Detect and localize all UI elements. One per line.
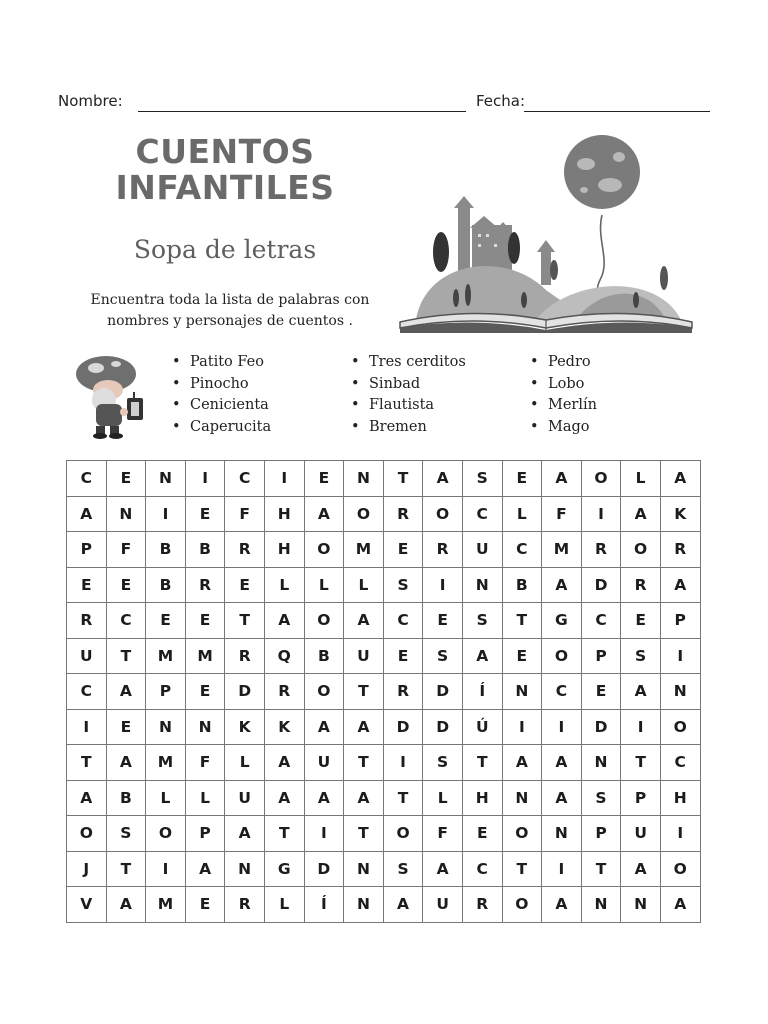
grid-cell[interactable]: M	[185, 638, 225, 674]
grid-cell[interactable]: L	[304, 567, 344, 603]
grid-cell[interactable]: P	[660, 603, 700, 639]
grid-cell[interactable]: N	[581, 887, 621, 923]
grid-cell[interactable]: I	[423, 567, 463, 603]
grid-cell[interactable]: R	[581, 532, 621, 568]
grid-cell[interactable]: L	[225, 745, 265, 781]
grid-cell[interactable]: N	[502, 780, 542, 816]
grid-cell[interactable]: U	[344, 638, 384, 674]
grid-cell[interactable]: G	[542, 603, 582, 639]
grid-cell[interactable]: E	[383, 532, 423, 568]
grid-cell[interactable]: D	[581, 567, 621, 603]
grid-cell[interactable]: T	[106, 638, 146, 674]
grid-cell[interactable]: M	[542, 532, 582, 568]
word-list-column-3	[530, 352, 597, 438]
grid-cell[interactable]: E	[581, 674, 621, 710]
grid-cell[interactable]: I	[67, 709, 107, 745]
grid-cell[interactable]: L	[185, 780, 225, 816]
grid-row	[67, 709, 701, 745]
grid-row	[67, 638, 701, 674]
grid-cell[interactable]: A	[304, 709, 344, 745]
grid-cell[interactable]: R	[225, 532, 265, 568]
grid-cell[interactable]: A	[462, 638, 502, 674]
grid-cell[interactable]: Ú	[462, 709, 502, 745]
grid-cell[interactable]: A	[106, 887, 146, 923]
page-title-line-2: INFANTILES	[115, 168, 335, 207]
grid-cell[interactable]: E	[106, 461, 146, 497]
grid-cell[interactable]: A	[542, 745, 582, 781]
grid-cell[interactable]: P	[146, 674, 186, 710]
grid-cell[interactable]: B	[502, 567, 542, 603]
grid-cell[interactable]: S	[581, 780, 621, 816]
grid-cell[interactable]: F	[106, 532, 146, 568]
grid-cell[interactable]: E	[225, 567, 265, 603]
grid-cell[interactable]: O	[660, 851, 700, 887]
grid-cell[interactable]: A	[542, 567, 582, 603]
grid-cell[interactable]: S	[423, 745, 463, 781]
grid-cell[interactable]: T	[264, 816, 304, 852]
grid-cell[interactable]: U	[225, 780, 265, 816]
grid-cell[interactable]: H	[264, 532, 304, 568]
grid-cell[interactable]: Q	[264, 638, 304, 674]
word-list-item: • Pedro	[530, 352, 597, 374]
grid-cell[interactable]: H	[462, 780, 502, 816]
grid-cell[interactable]: I	[185, 461, 225, 497]
name-label: Nombre:	[58, 92, 123, 110]
grid-cell[interactable]: I	[542, 709, 582, 745]
grid-cell[interactable]: M	[344, 532, 384, 568]
grid-cell[interactable]: U	[304, 745, 344, 781]
date-field[interactable]	[524, 111, 710, 112]
grid-cell[interactable]: L	[621, 461, 661, 497]
page-title-line-1: CUENTOS	[135, 132, 315, 171]
grid-cell[interactable]: N	[344, 461, 384, 497]
grid-cell[interactable]: C	[660, 745, 700, 781]
grid-cell[interactable]: D	[423, 674, 463, 710]
grid-cell[interactable]: I	[264, 461, 304, 497]
grid-cell[interactable]: A	[344, 709, 384, 745]
grid-cell[interactable]: D	[383, 709, 423, 745]
grid-cell[interactable]: K	[225, 709, 265, 745]
grid-cell[interactable]: A	[67, 496, 107, 532]
grid-cell[interactable]: S	[462, 461, 502, 497]
grid-cell[interactable]: A	[185, 851, 225, 887]
header-row	[58, 92, 718, 116]
grid-cell[interactable]: U	[67, 638, 107, 674]
grid-cell[interactable]: I	[502, 709, 542, 745]
grid-cell[interactable]: S	[423, 638, 463, 674]
grid-cell[interactable]: A	[542, 887, 582, 923]
word-list-item: • Caperucita	[172, 417, 271, 439]
grid-cell[interactable]: E	[185, 674, 225, 710]
grid-cell[interactable]: A	[542, 461, 582, 497]
grid-cell[interactable]: L	[344, 567, 384, 603]
grid-cell[interactable]: N	[462, 567, 502, 603]
word-search-grid	[66, 460, 701, 923]
word-list-item: • Tres cerditos	[351, 352, 466, 374]
grid-cell[interactable]: I	[304, 816, 344, 852]
grid-cell[interactable]: M	[146, 745, 186, 781]
grid-cell[interactable]: N	[502, 674, 542, 710]
grid-cell[interactable]: N	[660, 674, 700, 710]
grid-cell[interactable]: K	[264, 709, 304, 745]
grid-cell[interactable]: B	[146, 532, 186, 568]
word-list-item: • Lobo	[530, 374, 597, 396]
grid-cell[interactable]: F	[423, 816, 463, 852]
grid-cell[interactable]: O	[383, 816, 423, 852]
grid-cell[interactable]: E	[502, 461, 542, 497]
grid-cell[interactable]: B	[304, 638, 344, 674]
grid-cell[interactable]: A	[660, 887, 700, 923]
grid-cell[interactable]: N	[621, 887, 661, 923]
grid-cell[interactable]: M	[146, 638, 186, 674]
storybook-illustration	[396, 130, 696, 335]
grid-cell[interactable]: I	[621, 709, 661, 745]
word-list-item: • Bremen	[351, 417, 466, 439]
grid-cell[interactable]: P	[581, 816, 621, 852]
grid-cell[interactable]: I	[581, 496, 621, 532]
word-list-item: • Pinocho	[172, 374, 271, 396]
grid-cell[interactable]: S	[106, 816, 146, 852]
word-list-item: • Merlín	[530, 395, 597, 417]
grid-cell[interactable]: A	[106, 745, 146, 781]
grid-cell[interactable]: F	[185, 745, 225, 781]
grid-cell[interactable]: M	[146, 887, 186, 923]
grid-cell[interactable]: P	[67, 532, 107, 568]
grid-cell[interactable]: A	[67, 780, 107, 816]
grid-row	[67, 674, 701, 710]
grid-cell[interactable]: A	[304, 780, 344, 816]
grid-cell[interactable]: A	[264, 745, 304, 781]
grid-row	[67, 496, 701, 532]
grid-cell[interactable]: R	[67, 603, 107, 639]
grid-cell[interactable]: O	[344, 496, 384, 532]
grid-cell[interactable]: E	[621, 603, 661, 639]
grid-cell[interactable]: T	[462, 745, 502, 781]
grid-row	[67, 887, 701, 923]
grid-cell[interactable]: N	[185, 709, 225, 745]
grid-cell[interactable]: I	[146, 496, 186, 532]
grid-cell[interactable]: P	[621, 780, 661, 816]
grid-cell[interactable]: L	[502, 496, 542, 532]
grid-cell[interactable]: T	[344, 745, 384, 781]
grid-cell[interactable]: L	[146, 780, 186, 816]
grid-cell[interactable]: O	[660, 709, 700, 745]
grid-cell[interactable]: S	[383, 851, 423, 887]
grid-cell[interactable]: F	[225, 496, 265, 532]
grid-cell[interactable]: I	[146, 851, 186, 887]
grid-cell[interactable]: O	[67, 816, 107, 852]
word-list-item: • Sinbad	[351, 374, 466, 396]
grid-cell[interactable]: N	[146, 461, 186, 497]
grid-cell[interactable]: T	[581, 851, 621, 887]
grid-cell[interactable]: D	[423, 709, 463, 745]
grid-cell[interactable]: O	[304, 674, 344, 710]
grid-cell[interactable]: K	[660, 496, 700, 532]
grid-cell[interactable]: T	[502, 851, 542, 887]
grid-cell[interactable]: O	[146, 816, 186, 852]
grid-cell[interactable]: R	[383, 496, 423, 532]
grid-cell[interactable]: R	[225, 638, 265, 674]
grid-cell[interactable]: E	[502, 638, 542, 674]
grid-cell[interactable]: A	[225, 816, 265, 852]
grid-cell[interactable]: E	[106, 567, 146, 603]
grid-cell[interactable]: S	[462, 603, 502, 639]
grid-cell[interactable]: Í	[304, 887, 344, 923]
grid-cell[interactable]: B	[185, 532, 225, 568]
grid-cell[interactable]: P	[581, 638, 621, 674]
grid-cell[interactable]: E	[106, 709, 146, 745]
grid-cell[interactable]: T	[225, 603, 265, 639]
grid-cell[interactable]: A	[264, 780, 304, 816]
grid-cell[interactable]: R	[462, 887, 502, 923]
instructions	[80, 290, 380, 332]
grid-cell[interactable]: T	[106, 851, 146, 887]
grid-cell[interactable]: N	[344, 887, 384, 923]
grid-cell[interactable]: E	[185, 603, 225, 639]
grid-cell[interactable]: T	[502, 603, 542, 639]
grid-cell[interactable]: L	[423, 780, 463, 816]
grid-cell[interactable]: O	[502, 887, 542, 923]
grid-cell[interactable]: O	[542, 638, 582, 674]
grid-cell[interactable]: I	[660, 638, 700, 674]
grid-cell[interactable]: T	[621, 745, 661, 781]
grid-cell[interactable]: R	[185, 567, 225, 603]
grid-cell[interactable]: C	[502, 532, 542, 568]
grid-cell[interactable]: A	[423, 461, 463, 497]
grid-cell[interactable]: R	[660, 532, 700, 568]
grid-cell[interactable]: O	[621, 532, 661, 568]
grid-cell[interactable]: A	[344, 603, 384, 639]
grid-cell[interactable]: T	[383, 461, 423, 497]
grid-cell[interactable]: G	[264, 851, 304, 887]
grid-cell[interactable]: D	[304, 851, 344, 887]
grid-row	[67, 816, 701, 852]
grid-cell[interactable]: E	[462, 816, 502, 852]
grid-cell[interactable]: C	[462, 496, 502, 532]
grid-cell[interactable]: A	[423, 851, 463, 887]
grid-cell[interactable]: V	[67, 887, 107, 923]
grid-cell[interactable]: I	[383, 745, 423, 781]
grid-cell[interactable]: A	[106, 674, 146, 710]
page-subtitle: Sopa de letras	[133, 235, 317, 264]
instructions-line-2: nombres y personajes de cuentos .	[107, 313, 353, 329]
grid-cell[interactable]: C	[67, 461, 107, 497]
grid-cell[interactable]: P	[185, 816, 225, 852]
grid-cell[interactable]: C	[383, 603, 423, 639]
word-list-item: • Cenicienta	[172, 395, 271, 417]
grid-row	[67, 532, 701, 568]
grid-cell[interactable]: E	[423, 603, 463, 639]
grid-cell[interactable]: A	[344, 780, 384, 816]
grid-cell[interactable]: A	[621, 496, 661, 532]
name-field[interactable]	[138, 111, 466, 112]
word-list-item: • Flautista	[351, 395, 466, 417]
gnome-with-lantern-illustration	[74, 352, 158, 440]
grid-cell[interactable]: O	[304, 532, 344, 568]
grid-cell[interactable]: A	[383, 887, 423, 923]
grid-cell[interactable]: T	[344, 816, 384, 852]
grid-cell[interactable]: D	[225, 674, 265, 710]
grid-cell[interactable]: N	[146, 709, 186, 745]
grid-cell[interactable]: N	[344, 851, 384, 887]
grid-cell[interactable]: T	[67, 745, 107, 781]
grid-cell[interactable]: A	[621, 851, 661, 887]
grid-cell[interactable]: E	[383, 638, 423, 674]
grid-cell[interactable]: S	[383, 567, 423, 603]
grid-cell[interactable]: S	[621, 638, 661, 674]
grid-cell[interactable]: R	[264, 674, 304, 710]
grid-cell[interactable]: N	[542, 816, 582, 852]
grid-cell[interactable]: A	[542, 780, 582, 816]
grid-cell[interactable]: R	[621, 567, 661, 603]
grid-row	[67, 780, 701, 816]
grid-cell[interactable]: I	[660, 816, 700, 852]
grid-cell[interactable]: U	[462, 532, 502, 568]
grid-cell[interactable]: R	[383, 674, 423, 710]
grid-cell[interactable]: O	[304, 603, 344, 639]
grid-cell[interactable]: A	[660, 567, 700, 603]
grid-cell[interactable]: C	[67, 674, 107, 710]
grid-row	[67, 603, 701, 639]
grid-cell[interactable]: A	[660, 461, 700, 497]
grid-cell[interactable]: A	[621, 674, 661, 710]
grid-cell[interactable]: B	[146, 567, 186, 603]
grid-cell[interactable]: L	[264, 567, 304, 603]
grid-cell[interactable]: B	[106, 780, 146, 816]
grid-row	[67, 461, 701, 497]
grid-cell[interactable]: D	[581, 709, 621, 745]
word-list-column-1	[172, 352, 271, 438]
grid-cell[interactable]: O	[502, 816, 542, 852]
word-list-column-2	[351, 352, 466, 438]
grid-cell[interactable]: C	[106, 603, 146, 639]
grid-cell[interactable]: R	[423, 532, 463, 568]
word-list-item: • Patito Feo	[172, 352, 271, 374]
grid-cell[interactable]: A	[304, 496, 344, 532]
grid-cell[interactable]: T	[383, 780, 423, 816]
grid-row	[67, 567, 701, 603]
grid-cell[interactable]: U	[621, 816, 661, 852]
grid-cell[interactable]: C	[581, 603, 621, 639]
grid-cell[interactable]: E	[146, 603, 186, 639]
grid-cell[interactable]: U	[423, 887, 463, 923]
grid-cell[interactable]: T	[344, 674, 384, 710]
grid-cell[interactable]: C	[542, 674, 582, 710]
grid-cell[interactable]: H	[264, 496, 304, 532]
grid-cell[interactable]: A	[264, 603, 304, 639]
grid-row	[67, 851, 701, 887]
grid-cell[interactable]: O	[423, 496, 463, 532]
grid-cell[interactable]: C	[225, 461, 265, 497]
grid-cell[interactable]: C	[462, 851, 502, 887]
grid-cell[interactable]: N	[581, 745, 621, 781]
grid-cell[interactable]: E	[304, 461, 344, 497]
grid-cell[interactable]: I	[542, 851, 582, 887]
grid-cell[interactable]: Í	[462, 674, 502, 710]
grid-cell[interactable]: N	[225, 851, 265, 887]
grid-cell[interactable]: H	[660, 780, 700, 816]
grid-cell[interactable]: N	[106, 496, 146, 532]
grid-cell[interactable]: O	[581, 461, 621, 497]
grid-cell[interactable]: R	[225, 887, 265, 923]
date-label: Fecha:	[476, 92, 526, 110]
grid-cell[interactable]: E	[67, 567, 107, 603]
grid-row	[67, 745, 701, 781]
instructions-line-1: Encuentra toda la lista de palabras con	[90, 292, 370, 308]
grid-cell[interactable]: F	[542, 496, 582, 532]
grid-cell[interactable]: L	[264, 887, 304, 923]
grid-cell[interactable]: J	[67, 851, 107, 887]
grid-cell[interactable]: E	[185, 496, 225, 532]
grid-cell[interactable]: E	[185, 887, 225, 923]
word-list-item: • Mago	[530, 417, 597, 439]
grid-cell[interactable]: A	[502, 745, 542, 781]
